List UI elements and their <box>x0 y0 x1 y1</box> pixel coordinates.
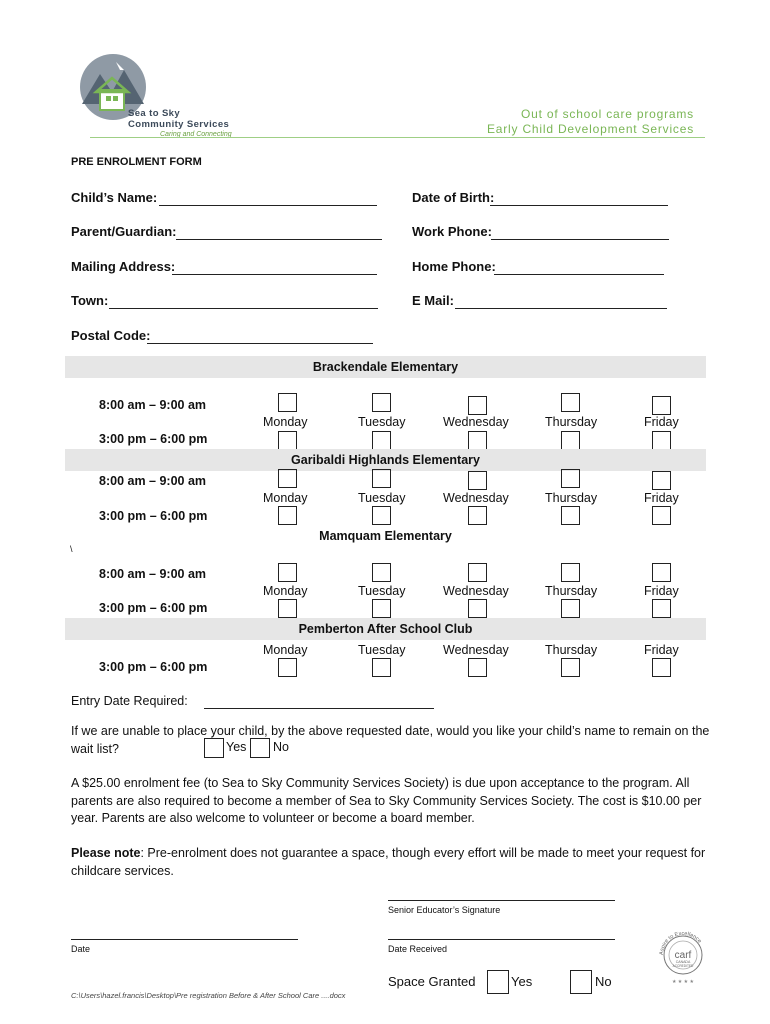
brackendale-am-time: 8:00 am – 9:00 am <box>99 398 207 412</box>
checkbox-mamquam-pm-friday[interactable] <box>652 599 671 618</box>
entry-date-label: Entry Date Required: <box>71 694 188 708</box>
checkbox-mamquam-pm-tuesday[interactable] <box>372 599 391 618</box>
date-label: Date <box>71 944 91 954</box>
space-granted-no-label: No <box>595 974 612 989</box>
checkbox-mamquam-am-tuesday[interactable] <box>372 563 391 582</box>
parent-label: Parent/Guardian: <box>71 224 177 239</box>
note-paragraph <box>71 845 711 880</box>
checkbox-garibaldi-pm-thursday[interactable] <box>561 506 580 525</box>
day-friday: Friday <box>644 643 679 657</box>
checkbox-garibaldi-pm-tuesday[interactable] <box>372 506 391 525</box>
svg-text:carf: carf <box>674 950 692 961</box>
school-title-mamquam: Mamquam Elementary <box>319 529 452 543</box>
day-friday: Friday <box>644 491 679 505</box>
checkbox-garibaldi-am-wednesday[interactable] <box>468 471 487 490</box>
note-text: : Pre-enrolment does not guarantee a space, though every effort will be made to meet your request for childcare services. <box>71 846 706 878</box>
date-received-label: Date Received <box>388 944 448 954</box>
date-received-field[interactable] <box>388 939 615 940</box>
org-logo <box>78 52 248 140</box>
day-monday: Monday <box>263 643 308 657</box>
checkbox-garibaldi-am-monday[interactable] <box>278 469 297 488</box>
day-monday: Monday <box>263 491 308 505</box>
day-wednesday: Wednesday <box>443 584 509 598</box>
day-wednesday: Wednesday <box>443 491 509 505</box>
mamquam-pm-time: 3:00 pm – 6:00 pm <box>99 601 208 615</box>
program-line2: Early Child Development Services <box>486 122 694 136</box>
garibaldi-am-time: 8:00 am – 9:00 am <box>99 474 207 488</box>
senior-educator-signature-field[interactable] <box>388 900 615 901</box>
checkbox-pemberton-pm-tuesday[interactable] <box>372 658 391 677</box>
work-phone-field[interactable] <box>491 239 669 240</box>
checkbox-pemberton-pm-wednesday[interactable] <box>468 658 487 677</box>
org-name-line1: Sea to Sky <box>128 108 181 119</box>
checkbox-mamquam-am-thursday[interactable] <box>561 563 580 582</box>
space-granted-label: Space Granted <box>388 974 476 989</box>
checkbox-garibaldi-pm-friday[interactable] <box>652 506 671 525</box>
footer-file-path: C:\Users\hazel.francis\Desktop\Pre registration Before & After School Care ....docx <box>71 991 346 1000</box>
entry-date-field[interactable] <box>204 708 434 709</box>
waitlist-no-label: No <box>273 740 289 754</box>
checkbox-brackendale-pm-wednesday[interactable] <box>468 431 487 450</box>
checkbox-mamquam-pm-monday[interactable] <box>278 599 297 618</box>
dob-label: Date of Birth: <box>412 190 495 205</box>
checkbox-garibaldi-am-tuesday[interactable] <box>372 469 391 488</box>
checkbox-pemberton-pm-thursday[interactable] <box>561 658 580 677</box>
fee-paragraph: A $25.00 enrolment fee (to Sea to Sky Community Services Society) is due upon acceptance to the program. All parents are also required to become a member of Sea to Sky Community Services Society. The cost is $10.00 per year. Parents are also welcome to volunteer or become a board member. <box>71 776 702 825</box>
checkbox-brackendale-am-thursday[interactable] <box>561 393 580 412</box>
program-line1: Out of school care programs <box>520 107 694 121</box>
waitlist-no-checkbox[interactable] <box>250 738 270 758</box>
checkbox-mamquam-am-friday[interactable] <box>652 563 671 582</box>
email-label: E Mail: <box>412 293 454 308</box>
checkbox-garibaldi-am-thursday[interactable] <box>561 469 580 488</box>
carf-seal-icon <box>655 925 711 987</box>
day-friday: Friday <box>644 415 679 429</box>
checkbox-mamquam-pm-thursday[interactable] <box>561 599 580 618</box>
day-wednesday: Wednesday <box>443 643 509 657</box>
mailing-field[interactable] <box>172 274 377 275</box>
parent-field[interactable] <box>176 239 382 240</box>
form-title: PRE ENROLMENT FORM <box>71 156 202 168</box>
day-thursday: Thursday <box>545 643 598 657</box>
day-thursday: Thursday <box>545 415 598 429</box>
home-phone-field[interactable] <box>494 274 664 275</box>
note-label: Please note <box>71 846 141 860</box>
waitlist-yes-checkbox[interactable] <box>204 738 224 758</box>
postal-label: Postal Code: <box>71 328 151 343</box>
mamquam-am-time: 8:00 am – 9:00 am <box>99 567 207 581</box>
checkbox-mamquam-am-wednesday[interactable] <box>468 563 487 582</box>
checkbox-garibaldi-am-friday[interactable] <box>652 471 671 490</box>
space-granted-yes-checkbox[interactable] <box>487 970 509 994</box>
email-field[interactable] <box>455 308 667 309</box>
day-monday: Monday <box>263 584 308 598</box>
header-divider <box>90 137 705 138</box>
checkbox-brackendale-am-tuesday[interactable] <box>372 393 391 412</box>
day-monday: Monday <box>263 415 308 429</box>
town-label: Town: <box>71 293 109 308</box>
checkbox-brackendale-am-monday[interactable] <box>278 393 297 412</box>
day-tuesday: Tuesday <box>358 491 406 505</box>
checkbox-pemberton-pm-friday[interactable] <box>652 658 671 677</box>
checkbox-mamquam-pm-wednesday[interactable] <box>468 599 487 618</box>
day-tuesday: Tuesday <box>358 415 406 429</box>
svg-text:CANADA: CANADA <box>675 960 691 964</box>
checkbox-brackendale-am-friday[interactable] <box>652 396 671 415</box>
checkbox-mamquam-am-monday[interactable] <box>278 563 297 582</box>
day-friday: Friday <box>644 584 679 598</box>
work-phone-label: Work Phone: <box>412 224 492 239</box>
postal-field[interactable] <box>147 343 373 344</box>
stray-mark: \ <box>70 544 73 554</box>
date-field[interactable] <box>71 939 298 940</box>
checkbox-brackendale-pm-thursday[interactable] <box>561 431 580 450</box>
svg-text:Aspire to Excellence: Aspire to Excellence <box>658 930 703 956</box>
svg-text:★ ★ ★ ★: ★ ★ ★ ★ <box>671 979 695 985</box>
checkbox-garibaldi-pm-wednesday[interactable] <box>468 506 487 525</box>
checkbox-garibaldi-pm-monday[interactable] <box>278 506 297 525</box>
day-thursday: Thursday <box>545 491 598 505</box>
waitlist-question: If we are unable to place your child, by the above requested date, would you like your child’s name to remain on the wait list? <box>71 724 710 756</box>
waitlist-yes-label: Yes <box>226 740 247 754</box>
dob-field[interactable] <box>490 205 668 206</box>
day-wednesday: Wednesday <box>443 415 509 429</box>
checkbox-brackendale-am-wednesday[interactable] <box>468 396 487 415</box>
org-name-line2: Community Services <box>128 119 230 130</box>
svg-text:ACCREDITED: ACCREDITED <box>672 964 694 968</box>
checkbox-brackendale-pm-monday[interactable] <box>278 431 297 450</box>
garibaldi-pm-time: 3:00 pm – 6:00 pm <box>99 509 208 523</box>
checkbox-brackendale-pm-friday[interactable] <box>652 431 671 450</box>
org-tagline: Caring and Connecting <box>160 131 232 138</box>
home-phone-label: Home Phone: <box>412 259 496 274</box>
brackendale-pm-time: 3:00 pm – 6:00 pm <box>99 432 208 446</box>
child-name-field[interactable] <box>159 205 377 206</box>
space-granted-no-checkbox[interactable] <box>570 970 592 994</box>
day-tuesday: Tuesday <box>358 584 406 598</box>
day-thursday: Thursday <box>545 584 598 598</box>
school-title-brackendale: Brackendale Elementary <box>312 360 459 374</box>
school-title-garibaldi: Garibaldi Highlands Elementary <box>291 453 480 467</box>
child-name-label: Child’s Name: <box>71 190 158 205</box>
school-title-pemberton: Pemberton After School Club <box>298 622 473 636</box>
senior-educator-signature-label: Senior Educator’s Signature <box>388 905 501 915</box>
day-tuesday: Tuesday <box>358 643 406 657</box>
checkbox-brackendale-pm-tuesday[interactable] <box>372 431 391 450</box>
space-granted-yes-label: Yes <box>511 974 533 989</box>
carf-seal <box>655 925 711 987</box>
checkbox-pemberton-pm-monday[interactable] <box>278 658 297 677</box>
pemberton-pm-time: 3:00 pm – 6:00 pm <box>99 660 208 674</box>
town-field[interactable] <box>109 308 378 309</box>
mailing-label: Mailing Address: <box>71 259 176 274</box>
